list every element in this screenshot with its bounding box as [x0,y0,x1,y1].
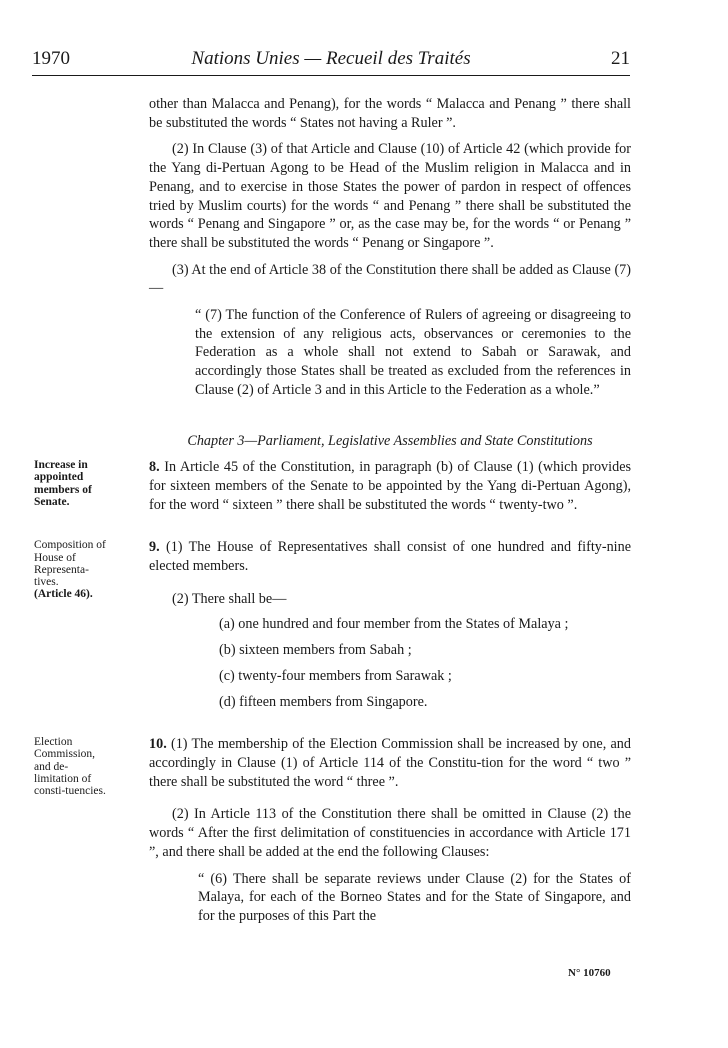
section-9-margin-note [34,539,112,600]
section-9-number: 9. [149,539,160,556]
section-9-item-d: (d) fifteen members from Singapore. [219,693,428,710]
section-10-number: 10. [149,736,167,753]
section-10 [34,735,631,925]
page-body [34,95,632,926]
section-10-quote-clause-6: “ (6) There shall be separate reviews under Clause (2) for the States of Malaya, for each of the Borneo States and for the State of Singapore, and for the purposes of this Part the [198,870,631,924]
section-10-clause-1 [149,735,631,791]
section-9-clause-2: (2) There shall be— [172,590,287,607]
intro-quote-clause-7: “ (7) The function of the Conference of Rulers of agreeing or disagreeing to the extension of any religious acts, observances or ceremonies to the Federation as a whole shall not extend to Sabah or Sarawak, and accordingly those States shall be treated as excluded from the references in Clause (2) of Article 3 and in this Article to the Federation as a whole.” [195,307,631,398]
chapter-heading: Chapter 3—Parliament, Legislative Assemblies and State Constitutions [187,432,593,449]
section-8-body: In Article 45 of the Constitution, in paragraph (b) of Clause (1) (which provides for sixteen members of the Senate to be appointed by the Yang di-Pertuan Agong), for the word “ sixteen ” there shall be substituted the words “ twenty-two ”. [149,459,632,513]
section-10-clause-1-text: (1) The membership of the Election Commission shall be increased by one, and accordingly in Clause (1) of Article 114 of the Constitu-tion for the word “ two ” there shall be substituted the word “ three ”. [149,736,631,790]
section-8-number: 8. [149,459,160,476]
section-10-margin-note: Election Commission, and de-limitation of consti-tuencies. [34,736,106,798]
page-number: 21 [611,48,630,69]
header-title: Nations Unies — Recueil des Traités [191,48,471,69]
intro-clause-3: (3) At the end of Article 38 of the Constitution there shall be added as Clause (7)— [149,261,631,297]
intro-continuation: other than Malacca and Penang), for the words “ Malacca and Penang ” there shall be substituted the words “ States not having a Ruler ”. [149,96,631,131]
section-8-margin-note: Increase in appointed members of Senate. [34,459,92,508]
section-8-text [149,458,631,514]
section-9 [34,538,632,711]
section-9-note-text: Composition of House of Representa-tives. [34,539,106,588]
section-9-item-c: (c) twenty-four members from Sarawak ; [219,667,452,684]
section-8 [34,458,632,514]
intro-clause-2: (2) In Clause (3) of that Article and Clause (10) of Article 42 (which provide for the Yang di-Pertuan Agong to be Head of the Muslim religion in Malacca and in Penang, and to exercise in those States the power of pardon in respect of offences tried by Muslim courts) for the words “ and Penang ” there shall be substituted the words “ Penang and Singapore ” or, as the case may be, for the words “ or Penang ” there shall be substituted the words “ Penang or Singapore ”. [149,141,631,251]
section-9-clause-1 [149,538,631,575]
treaty-number: N° 10760 [568,967,611,979]
section-9-note-ref: (Article 46). [34,588,93,601]
section-9-clause-1-text: (1) The House of Representatives shall consist of one hundred and fifty-nine elected members. [149,539,632,575]
section-10-clause-2: (2) In Article 113 of the Constitution there shall be omitted in Clause (2) the words “ After the first delimitation of constituencies in accordance with Article 171 ”, and there shall be added at the end the following Clauses: [149,806,631,860]
section-9-item-a: (a) one hundred and four member from the States of Malaya ; [219,616,569,633]
header-rule [32,75,630,76]
section-9-item-b: (b) sixteen members from Sabah ; [219,642,412,659]
header-year: 1970 [32,48,70,69]
running-header [32,46,630,72]
